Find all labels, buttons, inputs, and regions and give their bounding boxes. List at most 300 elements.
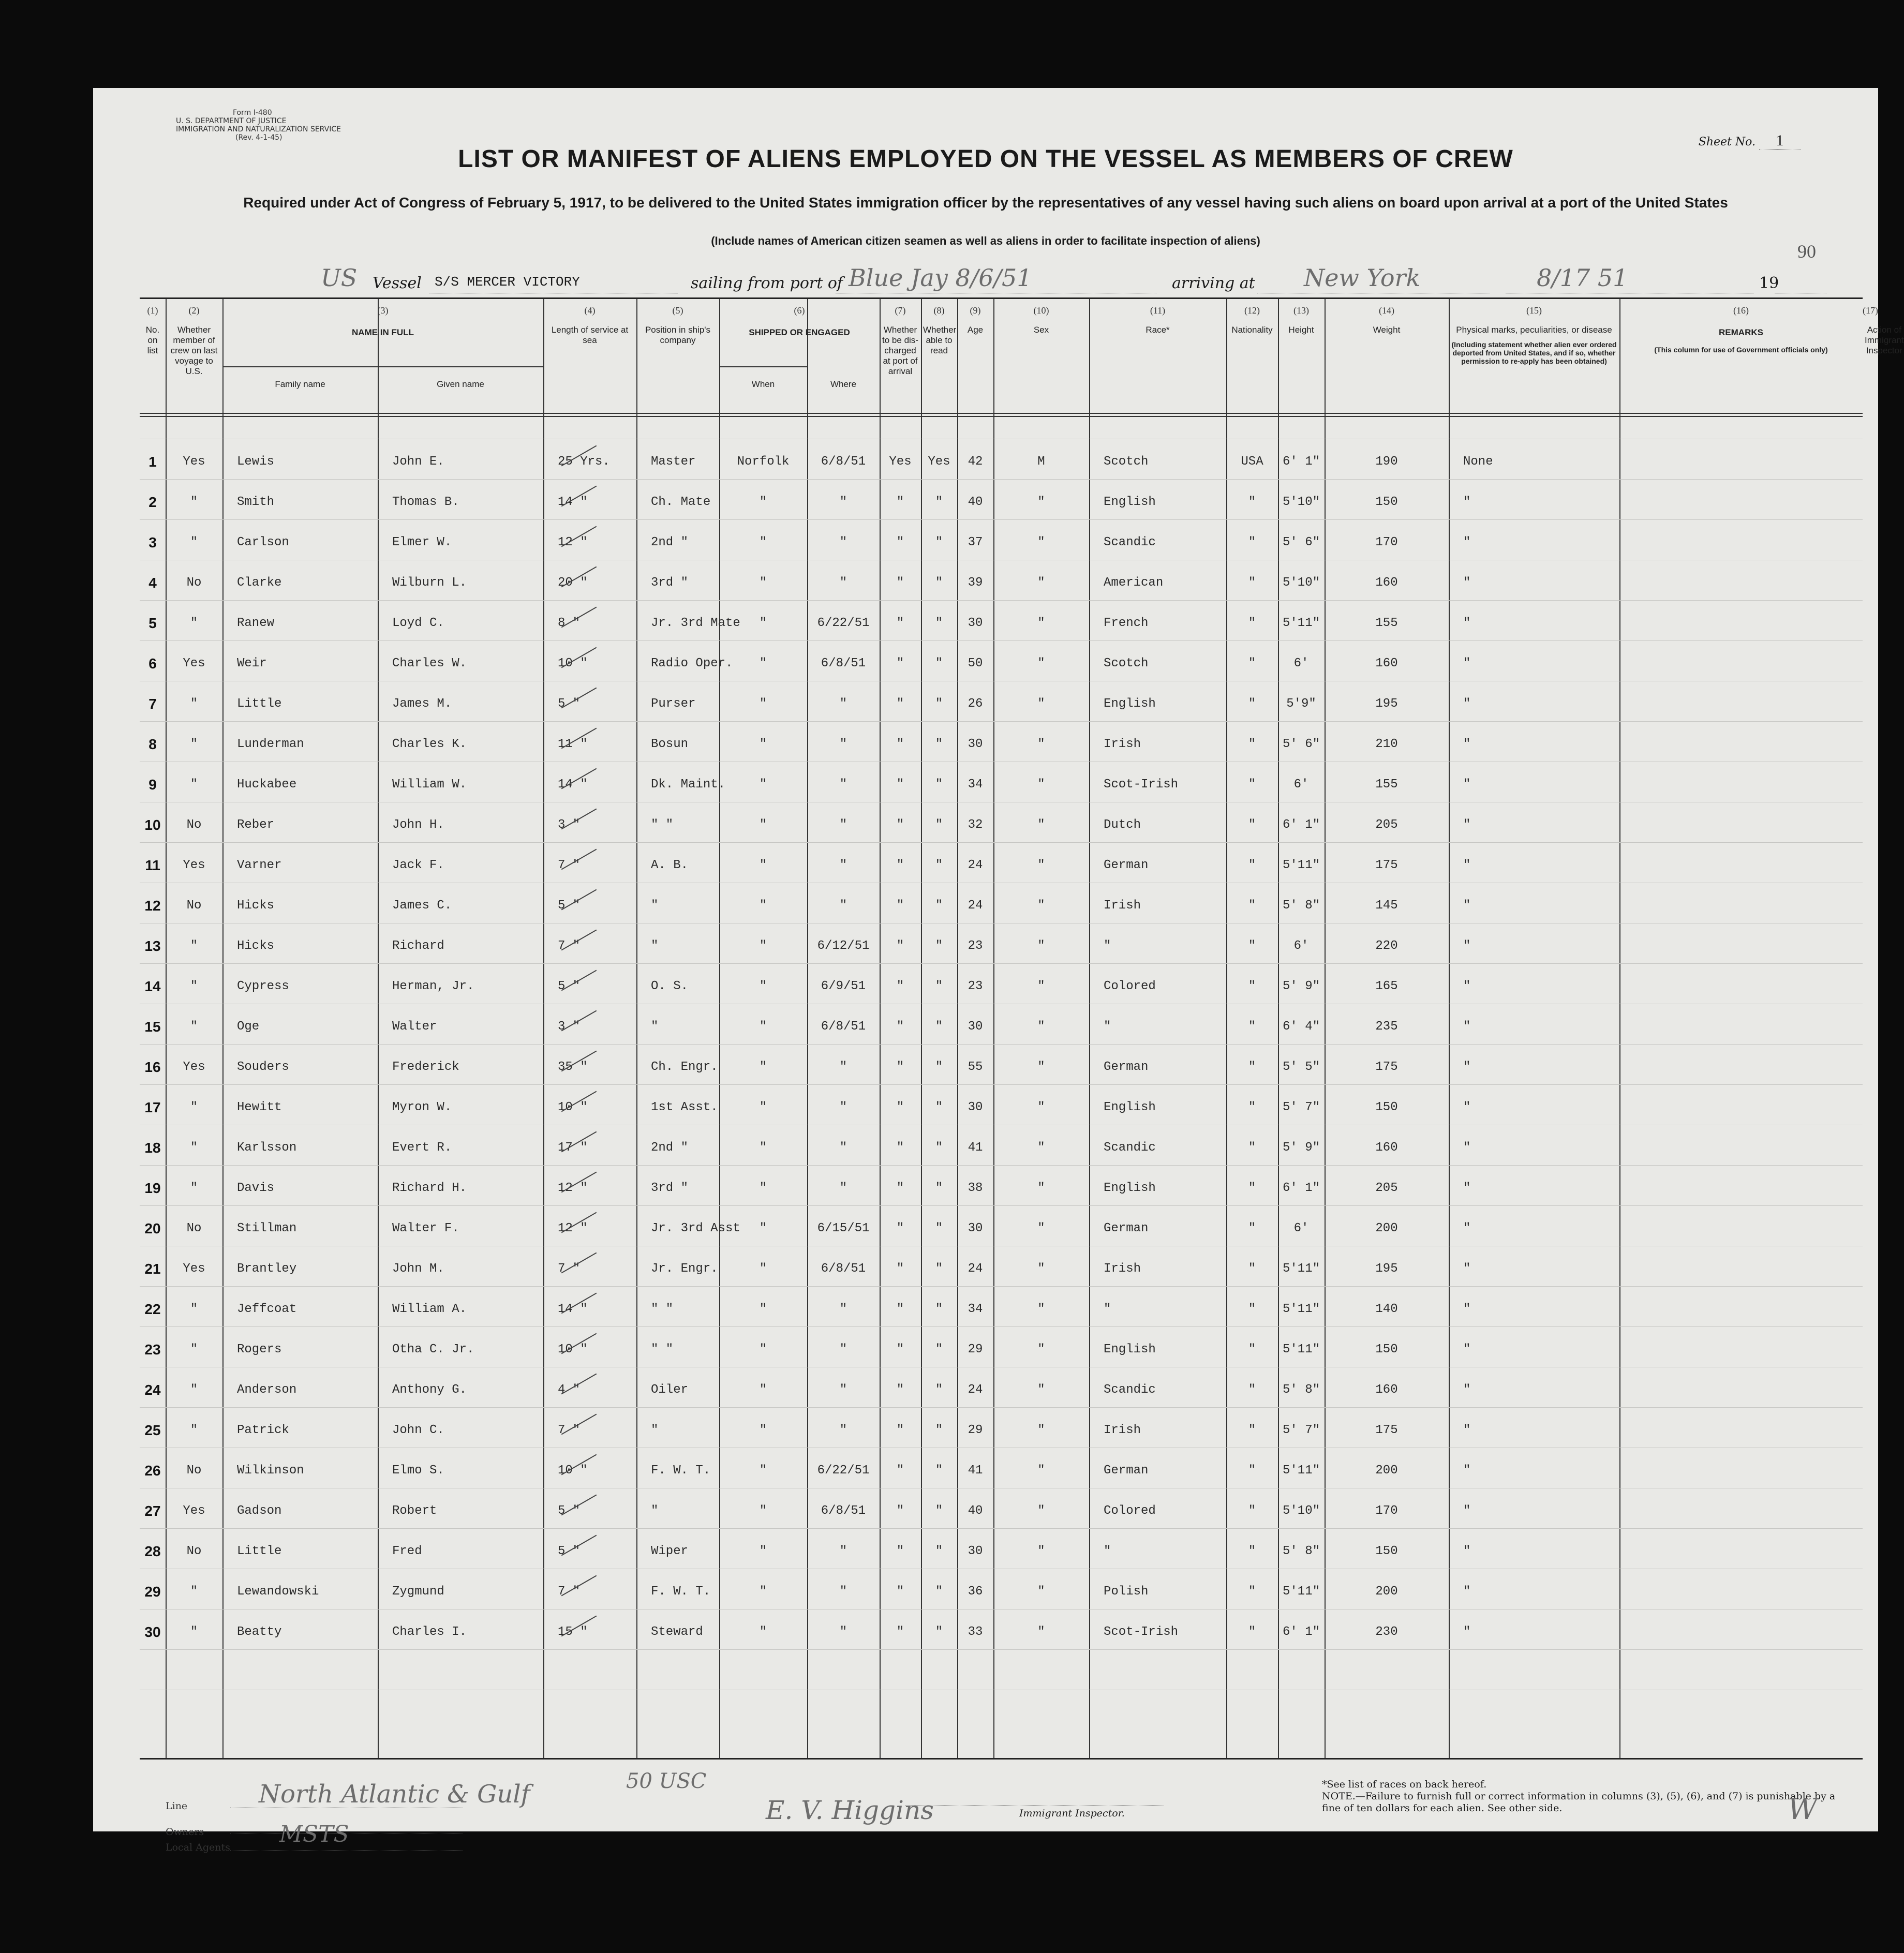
cell-last-voyage: " <box>190 737 198 751</box>
cell-last-voyage: " <box>190 778 198 792</box>
cell-discharged: " <box>896 1585 904 1599</box>
column-header: Age <box>967 325 984 335</box>
cell-height: 5' 7" <box>1282 1423 1320 1437</box>
cell-last-voyage: No <box>186 1464 202 1478</box>
cell-given: Thomas B. <box>392 495 459 509</box>
cell-family: Jeffcoat <box>237 1302 297 1316</box>
column-header: Action of Immigrant Inspector <box>1865 325 1904 355</box>
cell-age: 34 <box>968 778 983 792</box>
cell-given: Walter <box>392 1020 437 1034</box>
cell-race: " <box>1104 1302 1111 1316</box>
cell-position: Jr. 3rd Mate <box>651 616 740 630</box>
cell-weight: 220 <box>1375 939 1398 953</box>
cell-service: 25 Yrs. <box>558 455 610 469</box>
subheader-rule <box>222 366 543 367</box>
cell-age: 30 <box>968 1020 983 1034</box>
cell-discharged: " <box>896 1060 904 1074</box>
cell-read: " <box>935 616 943 630</box>
cell-sex: " <box>1037 778 1045 792</box>
line-value: North Atlantic & Gulf <box>259 1780 530 1809</box>
crew-row <box>140 1289 1863 1330</box>
cell-read: " <box>935 858 943 872</box>
cell-when: " <box>759 1585 767 1599</box>
column-header: Whether able to read <box>923 325 957 355</box>
cell-no: 15 <box>144 1019 161 1035</box>
cell-read: " <box>935 1302 943 1316</box>
cell-height: 5' 6" <box>1282 737 1320 751</box>
header-rule <box>140 416 1863 417</box>
cell-last-voyage: No <box>186 818 202 832</box>
crew-row <box>140 1370 1863 1410</box>
cell-age: 30 <box>968 1100 983 1114</box>
cell-no: 17 <box>144 1099 161 1115</box>
crew-row <box>140 1007 1863 1047</box>
subheader-when: When <box>751 379 775 389</box>
cell-marks: " <box>1463 1060 1471 1074</box>
cell-family: Varner <box>237 858 282 872</box>
cell-sex: " <box>1037 899 1045 913</box>
cell-given: John C. <box>392 1423 444 1437</box>
cell-where: " <box>839 1343 847 1356</box>
crew-row <box>140 1330 1863 1370</box>
cell-family: Karlsson <box>237 1141 297 1155</box>
cell-sex: " <box>1037 1181 1045 1195</box>
cell-last-voyage: Yes <box>183 1060 205 1074</box>
cell-position: " <box>651 939 659 953</box>
cell-age: 38 <box>968 1181 983 1195</box>
cell-when: " <box>759 858 767 872</box>
cell-given: James M. <box>392 697 452 711</box>
cell-service: 10 " <box>558 657 588 670</box>
cell-service: 10 " <box>558 1464 588 1478</box>
column-header: NAME IN FULL <box>352 327 414 337</box>
cell-age: 34 <box>968 1302 983 1316</box>
cell-age: 24 <box>968 899 983 913</box>
cell-nationality: " <box>1248 1504 1256 1518</box>
cell-last-voyage: " <box>190 495 198 509</box>
cell-service: 3 " <box>558 818 581 832</box>
cell-height: 5' 7" <box>1282 1100 1320 1114</box>
cell-no: 29 <box>144 1584 161 1600</box>
cell-discharged: " <box>896 1423 904 1437</box>
column-number: (12) <box>1244 305 1260 316</box>
cell-no: 13 <box>144 938 161 954</box>
cell-age: 50 <box>968 657 983 670</box>
cell-age: 23 <box>968 939 983 953</box>
cell-sex: " <box>1037 1504 1045 1518</box>
cell-weight: 230 <box>1375 1625 1398 1639</box>
column-number: (9) <box>970 305 981 316</box>
cell-when: " <box>759 1060 767 1074</box>
cell-given: Zygmund <box>392 1585 444 1599</box>
cell-where: 6/8/51 <box>821 455 866 469</box>
cell-race: German <box>1104 858 1149 872</box>
cell-weight: 150 <box>1375 1343 1398 1356</box>
column-header: Nationality <box>1231 325 1273 335</box>
cell-given: Myron W. <box>392 1100 452 1114</box>
cell-position: 3rd " <box>651 576 689 590</box>
crew-row <box>140 1451 1863 1491</box>
crew-row <box>140 1168 1863 1209</box>
cell-given: James C. <box>392 899 452 913</box>
cell-position: F. W. T. <box>651 1464 711 1478</box>
crew-row <box>140 1047 1863 1087</box>
cell-marks: " <box>1463 858 1471 872</box>
cell-marks: " <box>1463 1141 1471 1155</box>
cell-nationality: " <box>1248 1625 1256 1639</box>
cell-position: 3rd " <box>651 1181 689 1195</box>
cell-read: " <box>935 1221 943 1235</box>
cell-discharged: " <box>896 657 904 670</box>
cell-marks: " <box>1463 697 1471 711</box>
cell-marks: " <box>1463 1585 1471 1599</box>
cell-sex: " <box>1037 535 1045 549</box>
crew-row <box>140 1491 1863 1531</box>
cell-sex: " <box>1037 1383 1045 1397</box>
sailing-port: Blue Jay 8/6/51 <box>849 264 1032 292</box>
cell-where: " <box>839 1181 847 1195</box>
cell-discharged: " <box>896 1141 904 1155</box>
cell-race: English <box>1104 495 1156 509</box>
cell-position: " <box>651 899 659 913</box>
cell-when: " <box>759 1544 767 1558</box>
cell-race: Colored <box>1104 1504 1156 1518</box>
cell-marks: " <box>1463 1544 1471 1558</box>
cell-given: Robert <box>392 1504 437 1518</box>
cell-marks: " <box>1463 535 1471 549</box>
cell-where: " <box>839 1625 847 1639</box>
cell-no: 8 <box>148 736 157 752</box>
service-name: IMMIGRATION AND NATURALIZATION SERVICE <box>176 125 341 133</box>
cell-race: American <box>1104 576 1164 590</box>
cell-given: Richard <box>392 939 444 953</box>
cell-read: " <box>935 576 943 590</box>
cell-where: 6/12/51 <box>817 939 870 953</box>
cell-where: 6/8/51 <box>821 657 866 670</box>
arriving-label: arriving at <box>1172 274 1255 292</box>
cell-family: Stillman <box>237 1221 297 1235</box>
cell-weight: 200 <box>1375 1221 1398 1235</box>
cell-age: 29 <box>968 1343 983 1356</box>
cell-no: 27 <box>144 1503 161 1519</box>
cell-last-voyage: " <box>190 1383 198 1397</box>
cell-when: " <box>759 979 767 993</box>
cell-read: " <box>935 979 943 993</box>
cell-when: " <box>759 1262 767 1276</box>
cell-service: 7 " <box>558 1585 581 1599</box>
cell-weight: 210 <box>1375 737 1398 751</box>
cell-sex: " <box>1037 576 1045 590</box>
cell-given: John H. <box>392 818 444 832</box>
crew-row <box>140 1612 1863 1652</box>
cell-service: 5 " <box>558 697 581 711</box>
cell-family: Lunderman <box>237 737 304 751</box>
cell-height: 5' 9" <box>1282 1141 1320 1155</box>
cell-weight: 235 <box>1375 1020 1398 1034</box>
cell-service: 14 " <box>558 778 588 792</box>
cell-marks: " <box>1463 979 1471 993</box>
cell-weight: 195 <box>1375 1262 1398 1276</box>
cell-marks: " <box>1463 778 1471 792</box>
cell-position: A. B. <box>651 858 689 872</box>
cell-discharged: " <box>896 1625 904 1639</box>
subheader-remarks-note: (Including statement whether alien ever ordered deported from United States, and if so, whether permission to re-apply has been obtained) <box>1451 340 1617 365</box>
cell-given: Loyd C. <box>392 616 444 630</box>
cell-when: " <box>759 1464 767 1478</box>
cell-height: 5'10" <box>1282 1504 1320 1518</box>
crew-row <box>140 684 1863 724</box>
column-number: (5) <box>672 305 683 316</box>
subheader-given-name: Given name <box>437 379 484 389</box>
cell-weight: 190 <box>1375 455 1398 469</box>
cell-read: " <box>935 818 943 832</box>
cell-service: 14 " <box>558 1302 588 1316</box>
cell-no: 14 <box>144 978 161 994</box>
cell-sex: M <box>1037 455 1045 469</box>
cell-when: " <box>759 1504 767 1518</box>
cell-age: 37 <box>968 535 983 549</box>
sheet-value: 1 <box>1759 132 1801 150</box>
cell-nationality: " <box>1248 1141 1256 1155</box>
cell-where: " <box>839 818 847 832</box>
cell-height: 6' 1" <box>1282 1181 1320 1195</box>
cell-service: 4 " <box>558 1383 581 1397</box>
cell-service: 5 " <box>558 899 581 913</box>
cell-where: " <box>839 535 847 549</box>
cell-family: Patrick <box>237 1423 289 1437</box>
cell-age: 33 <box>968 1625 983 1639</box>
cell-service: 12 " <box>558 535 588 549</box>
crew-row <box>140 563 1863 603</box>
cell-given: Fred <box>392 1544 422 1558</box>
cell-weight: 145 <box>1375 899 1398 913</box>
cell-age: 24 <box>968 1262 983 1276</box>
cell-no: 2 <box>148 494 157 510</box>
cell-service: 7 " <box>558 939 581 953</box>
cell-marks: " <box>1463 737 1471 751</box>
cell-race: Scotch <box>1104 657 1149 670</box>
cell-last-voyage: " <box>190 1302 198 1316</box>
cell-sex: " <box>1037 1464 1045 1478</box>
cell-race: Irish <box>1104 1423 1141 1437</box>
cell-last-voyage: Yes <box>183 1504 205 1518</box>
cell-family: Ranew <box>237 616 275 630</box>
cell-race: Irish <box>1104 737 1141 751</box>
cell-position: " " <box>651 818 674 832</box>
cell-read: " <box>935 1343 943 1356</box>
cell-position: " <box>651 1423 659 1437</box>
cell-nationality: " <box>1248 1302 1256 1316</box>
cell-position: " " <box>651 1343 674 1356</box>
cell-position: O. S. <box>651 979 689 993</box>
cell-sex: " <box>1037 616 1045 630</box>
cell-discharged: " <box>896 979 904 993</box>
cell-service: 17 " <box>558 1141 588 1155</box>
cell-height: 5'10" <box>1282 495 1320 509</box>
cell-sex: " <box>1037 1141 1045 1155</box>
cell-race: Scot-Irish <box>1104 778 1179 792</box>
year-label: 19 <box>1759 274 1779 292</box>
cell-nationality: " <box>1248 818 1256 832</box>
cell-service: 20 " <box>558 576 588 590</box>
crew-row <box>140 765 1863 805</box>
cell-no: 1 <box>148 454 157 470</box>
cell-read: " <box>935 1544 943 1558</box>
cell-family: Little <box>237 697 282 711</box>
cell-where: 6/8/51 <box>821 1262 866 1276</box>
cell-marks: " <box>1463 1302 1471 1316</box>
cell-family: Rogers <box>237 1343 282 1356</box>
cell-where: 6/8/51 <box>821 1504 866 1518</box>
crew-table: (1) No. on list (2) Whether member of crew on last voyage to U.S. (3) NAME IN FULL (4) Length of service at sea (5) Position in ship's company (6) SHIPPED OR ENGAGED (7) Whether to be dis-charged at port of arrival (8) Whether able to read (9) Age (10) Sex (11) Race* (12) Nationality (13) Height (14) Weight (15) Physical marks, peculiarities, or disease (16) REMARKS (17) Action of Immigrant Inspector Family name Given name When Where (Including statement whether alien ever ordered deported from United States, and if so, whether permission to re-apply has been obtained) (This column for use of Government officials only) 1 Yes Lewis John E. 25 Yrs. Master Norfolk 6/8/51 Yes Yes 42 M Scotch USA 6' 1" 190 None 2 " Smith Thomas B. 14 " Ch. Mate " " " " 40 " English " 5'10" 150 " 3 " Carlson Elmer W. 12 " 2nd " " " " " 37 " Scandic " 5' 6" 170 " 4 No Clarke Wilburn L. 20 " 3rd " " " " " 39 " American " 5'10" 160 " 5 " Ranew Loyd C. 8 " Jr. 3rd Mate " 6/22/51 " " 30 " French " 5'11" 155 " 6 Yes Weir Charles W. 10 " Radio Oper. " 6/8/51 " " 50 " Scotch " 6' 160 " 7 " Little James M. 5 " Purser " " " " 26 " English " 5'9" 195 " 8 " Lunderman Charles K. 11 " Bosun " " " " 30 " Irish " 5' 6" 210 " 9 " Huckabee William W. 14 " Dk. Maint. " " " " 34 " Scot-Irish " 6' 155 " 10 No Reber John H. 3 " " " " " " " 32 " Dutch " 6' 1" 205 " 11 Yes Varner Jack F. 7 " A. B. " " " " 24 " German " 5'11" 175 " 12 No Hicks James C. 5 " " " " " " 24 " Irish " 5' 8" 145 " 13 " Hicks Richard 7 " " " 6/12/51 " " 23 " " " 6' 220 " 14 " Cypress Herman, Jr. 5 " O. S. " 6/9/51 " " 23 " Colored " 5' 9" 165 " 15 " Oge Walter 3 " " " 6/8/51 " " 30 " " " 6' 4" 235 " 16 Yes Souders Frederick 35 " Ch. Engr. " " " " 55 " German " 5' 5" 175 " 17 " Hewitt Myron W. 10 " 1st Asst. " " " " 30 " English " 5' 7" 150 " 18 " Karlsson Evert R. 17 " 2nd " " " " " 41 " Scandic " 5' 9" 160 " 19 " Davis Richard H. 12 " 3rd " " " " " 38 " English " 6' 1" 205 " 20 No Stillman Walter F. 12 " Jr. 3rd Asst " 6/15/51 " " 30 " German " 6' 200 " 21 Yes Brantley John M. 7 " Jr. Engr. " 6/8/51 " " 24 " Irish " 5'11" 195 " 22 " Jeffcoat William A. 14 " " " " " " " 34 " " " 5'11" 140 " 23 " Rogers Otha C. Jr. 10 " " " " " " " 29 " English " 5'11" 150 " 24 " Anderson Anthony G. 4 " Oiler " " " " 24 " Scandic " 5' 8" 160 " 25 " Patrick John C. 7 " " " " " " 29 " Irish " 5' 7" 175 " 26 No Wilkinson Elmo S. 10 " F. W. T. " 6/22/51 " " 41 " German " 5'11" 200 " 27 Yes Gadson Robert 5 " " " 6/8/51 " " 40 " Colored " 5'10" 170 " 28 No Little Fred 5 " Wiper " " " " 30 " " " 5' 8" 150 " 29 " Lewandowski Zygmund 7 " F. W. T. " " " " 36 " Polish " 5'11" 200 " 30 " Beatty Charles I. 15 " Steward " " " " 33 " Scot-Irish " 6' 1" 230 " <box>140 297 1863 1760</box>
cell-where: 6/8/51 <box>821 1020 866 1034</box>
cell-nationality: " <box>1248 1020 1256 1034</box>
cell-age: 29 <box>968 1423 983 1437</box>
cell-age: 40 <box>968 495 983 509</box>
cell-position: Ch. Engr. <box>651 1060 718 1074</box>
cell-position: Master <box>651 455 696 469</box>
cell-no: 9 <box>148 777 157 793</box>
cell-discharged: " <box>896 576 904 590</box>
cell-sex: " <box>1037 1262 1045 1276</box>
cell-family: Smith <box>237 495 275 509</box>
cell-height: 6' 1" <box>1282 1625 1320 1639</box>
cell-read: " <box>935 1100 943 1114</box>
cell-position: Purser <box>651 697 696 711</box>
cell-read: " <box>935 697 943 711</box>
crew-row <box>140 805 1863 845</box>
cell-nationality: " <box>1248 1383 1256 1397</box>
crew-row <box>140 603 1863 644</box>
cell-age: 30 <box>968 1544 983 1558</box>
cell-nationality: " <box>1248 979 1256 993</box>
vessel-name: S/S MERCER VICTORY <box>435 274 580 290</box>
cell-when: " <box>759 899 767 913</box>
subheader-action-note: (This column for use of Government officials only) <box>1654 346 1828 354</box>
cell-discharged: " <box>896 616 904 630</box>
cell-height: 6' <box>1293 1221 1309 1235</box>
cell-where: " <box>839 1423 847 1437</box>
cell-weight: 165 <box>1375 979 1398 993</box>
cell-no: 26 <box>144 1463 161 1479</box>
cell-family: Anderson <box>237 1383 297 1397</box>
cell-read: " <box>935 737 943 751</box>
cell-nationality: " <box>1248 1585 1256 1599</box>
inspector-signature: E. V. Higgins <box>766 1795 934 1825</box>
column-header: Length of service at sea <box>551 325 629 345</box>
column-number: (4) <box>584 305 596 316</box>
cell-read: " <box>935 1262 943 1276</box>
cell-where: 6/22/51 <box>817 616 870 630</box>
cell-marks: " <box>1463 818 1471 832</box>
cell-given: Walter F. <box>392 1221 459 1235</box>
vessel-label: Vessel <box>373 274 422 292</box>
cell-age: 24 <box>968 1383 983 1397</box>
cell-age: 24 <box>968 858 983 872</box>
cell-given: Jack F. <box>392 858 444 872</box>
cell-last-voyage: " <box>190 1343 198 1356</box>
cell-discharged: " <box>896 535 904 549</box>
cell-when: " <box>759 737 767 751</box>
agents-label: Local Agents <box>166 1842 230 1853</box>
cell-race: German <box>1104 1221 1149 1235</box>
cell-height: 6' 4" <box>1282 1020 1320 1034</box>
count-note: 50 USC <box>626 1769 707 1793</box>
cell-last-voyage: Yes <box>183 1262 205 1276</box>
cell-discharged: " <box>896 939 904 953</box>
cell-when: " <box>759 576 767 590</box>
cell-weight: 205 <box>1375 1181 1398 1195</box>
cell-no: 5 <box>148 615 157 631</box>
cell-discharged: " <box>896 858 904 872</box>
cell-where: " <box>839 778 847 792</box>
cell-nationality: " <box>1248 1464 1256 1478</box>
cell-when: " <box>759 1100 767 1114</box>
cell-position: Oiler <box>651 1383 689 1397</box>
cell-no: 3 <box>148 534 157 550</box>
crew-row <box>140 845 1863 886</box>
cell-no: 28 <box>144 1543 161 1559</box>
cell-where: " <box>839 1383 847 1397</box>
cell-marks: " <box>1463 1383 1471 1397</box>
cell-when: " <box>759 1221 767 1235</box>
column-header: Position in ship's company <box>645 325 711 345</box>
cell-marks: " <box>1463 1464 1471 1478</box>
arriving-port: New York <box>1304 264 1421 292</box>
cell-race: " <box>1104 1544 1111 1558</box>
cell-marks: " <box>1463 576 1471 590</box>
cell-no: 25 <box>144 1422 161 1438</box>
cell-height: 6' 1" <box>1282 818 1320 832</box>
cell-no: 19 <box>144 1180 161 1196</box>
cell-when: " <box>759 1423 767 1437</box>
cell-sex: " <box>1037 1343 1045 1356</box>
cell-race: French <box>1104 616 1149 630</box>
header-rule <box>140 413 1863 414</box>
cell-discharged: " <box>896 1020 904 1034</box>
column-number: (8) <box>933 305 945 316</box>
cell-last-voyage: Yes <box>183 858 205 872</box>
cell-race: Scotch <box>1104 455 1149 469</box>
crew-row <box>140 1209 1863 1249</box>
line-label: Line <box>166 1800 188 1812</box>
cell-discharged: " <box>896 697 904 711</box>
cell-height: 5'11" <box>1282 1262 1320 1276</box>
cell-discharged: " <box>896 1100 904 1114</box>
cell-height: 6' <box>1293 939 1309 953</box>
cell-sex: " <box>1037 1020 1045 1034</box>
cell-height: 5'10" <box>1282 576 1320 590</box>
cell-age: 42 <box>968 455 983 469</box>
cell-height: 5'11" <box>1282 1585 1320 1599</box>
cell-age: 30 <box>968 737 983 751</box>
cell-last-voyage: " <box>190 1585 198 1599</box>
handwritten-prefix: US <box>321 264 358 292</box>
cell-nationality: " <box>1248 697 1256 711</box>
cell-read: " <box>935 899 943 913</box>
cell-height: 5' 8" <box>1282 1544 1320 1558</box>
cell-weight: 175 <box>1375 858 1398 872</box>
column-number: (6) <box>794 305 805 316</box>
cell-weight: 150 <box>1375 1100 1398 1114</box>
cell-read: " <box>935 1464 943 1478</box>
cell-height: 5' 8" <box>1282 1383 1320 1397</box>
cell-no: 24 <box>144 1382 161 1398</box>
cell-given: Otha C. Jr. <box>392 1343 474 1356</box>
cell-height: 6' <box>1293 657 1309 670</box>
cell-when: " <box>759 778 767 792</box>
cell-when: " <box>759 495 767 509</box>
